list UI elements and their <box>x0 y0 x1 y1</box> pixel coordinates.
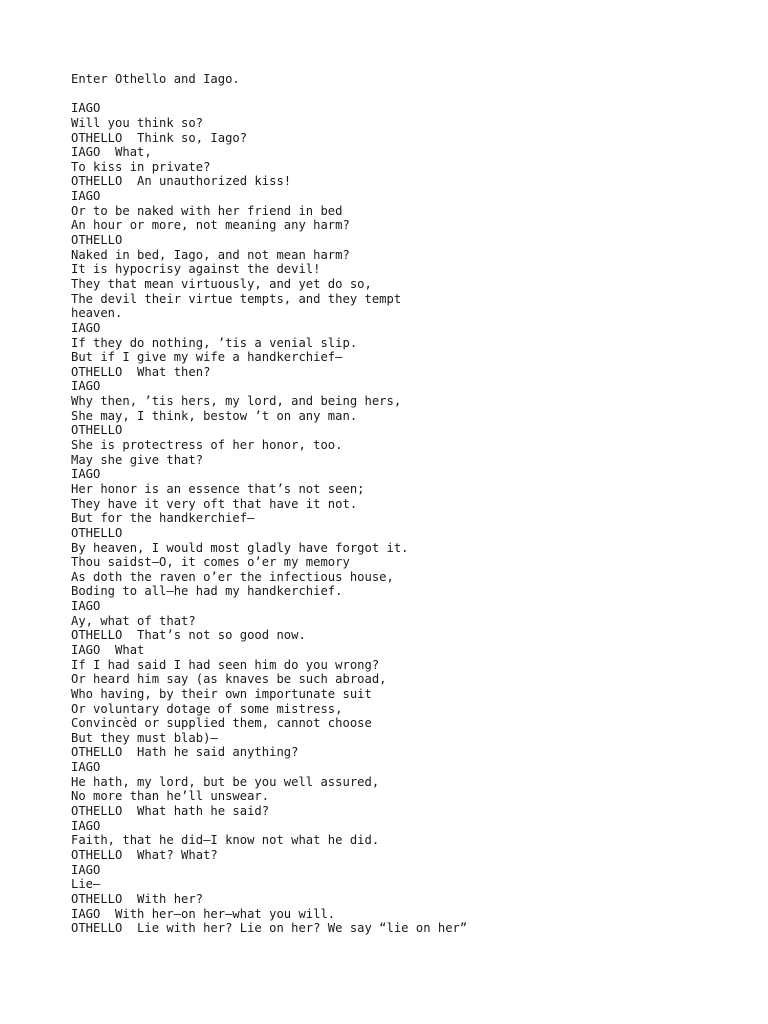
dialogue-line: They that mean virtuously, and yet do so, <box>71 276 372 291</box>
dialogue-line: She is protectress of her honor, too. <box>71 438 343 453</box>
dialogue-line: OTHELLO What? What? <box>71 847 218 862</box>
dialogue-line: If they do nothing, ’tis a venial slip. <box>71 335 358 350</box>
dialogue-line: Faith, that he did—I know not what he did. <box>71 833 380 848</box>
dialogue-line: If I had said I had seen him do you wrong? <box>71 657 380 672</box>
dialogue-line: Boding to all—he had my handkerchief. <box>71 584 343 599</box>
script-page <box>71 72 751 936</box>
dialogue-line: Convincèd or supplied them, cannot choose <box>71 716 372 731</box>
dialogue-line: IAGO <box>71 467 101 482</box>
dialogue-line: IAGO <box>71 189 101 204</box>
stage-direction: Enter Othello and Iago. <box>71 72 240 86</box>
dialogue-line: Or heard him say (as knaves be such abroad, <box>71 672 387 687</box>
dialogue-line: IAGO <box>71 818 101 833</box>
dialogue-line: She may, I think, bestow ’t on any man. <box>71 408 358 423</box>
dialogue-line: He hath, my lord, but be you well assured, <box>71 774 380 789</box>
dialogue-line: OTHELLO <box>71 233 123 248</box>
dialogue-line: OTHELLO What hath he said? <box>71 804 270 819</box>
dialogue-line: OTHELLO That’s not so good now. <box>71 628 306 643</box>
dialogue-line: OTHELLO Hath he said anything? <box>71 745 299 760</box>
dialogue-line: OTHELLO With her? <box>71 891 204 906</box>
dialogue-line: Her honor is an essence that’s not seen; <box>71 481 365 496</box>
dialogue-line: IAGO <box>71 101 101 116</box>
dialogue-line: OTHELLO Lie with her? Lie on her? We say “lie on her” <box>71 921 468 936</box>
dialogue-line: They have it very oft that have it not. <box>71 496 358 511</box>
dialogue-line: Why then, ’tis hers, my lord, and being hers, <box>71 394 402 409</box>
dialogue-line: Naked in bed, Iago, and not mean harm? <box>71 247 350 262</box>
dialogue-line: But if I give my wife a handkerchief— <box>71 350 343 365</box>
dialogue-line: May she give that? <box>71 452 204 467</box>
dialogue-line: IAGO What, <box>71 145 152 160</box>
dialogue-line: Who having, by their own importunate suit <box>71 686 372 701</box>
dialogue-line: IAGO <box>71 760 101 775</box>
dialogue-line: heaven. <box>71 306 123 321</box>
dialogue-line: IAGO <box>71 862 101 877</box>
dialogue-line: It is hypocrisy against the devil! <box>71 262 321 277</box>
dialogue-line: No more than he’ll unswear. <box>71 789 270 804</box>
dialogue-line: OTHELLO What then? <box>71 364 211 379</box>
dialogue-line: Ay, what of that? <box>71 613 196 628</box>
dialogue-line: IAGO <box>71 320 101 335</box>
dialogue-line: By heaven, I would most gladly have forgot it. <box>71 540 409 555</box>
dialogue-line: Thou saidst—O, it comes o’er my memory <box>71 555 350 570</box>
dialogue-line: But for the handkerchief— <box>71 511 255 526</box>
dialogue-line: OTHELLO <box>71 423 123 438</box>
dialogue-block <box>71 101 751 936</box>
dialogue-line: Or to be naked with her friend in bed <box>71 203 343 218</box>
dialogue-line: But they must blab)— <box>71 730 218 745</box>
dialogue-line: OTHELLO <box>71 525 123 540</box>
dialogue-line: As doth the raven o’er the infectious house, <box>71 569 394 584</box>
dialogue-line: IAGO What <box>71 642 145 657</box>
dialogue-line: An hour or more, not meaning any harm? <box>71 218 350 233</box>
dialogue-line: OTHELLO An unauthorized kiss! <box>71 174 292 189</box>
dialogue-line: IAGO With her—on her—what you will. <box>71 906 336 921</box>
dialogue-line: Will you think so? <box>71 115 204 130</box>
dialogue-line: The devil their virtue tempts, and they tempt <box>71 291 402 306</box>
dialogue-line: IAGO <box>71 379 101 394</box>
blank-line <box>71 87 751 102</box>
dialogue-line: To kiss in private? <box>71 159 211 174</box>
dialogue-line: Lie— <box>71 877 101 892</box>
dialogue-line: IAGO <box>71 599 101 614</box>
dialogue-line: Or voluntary dotage of some mistress, <box>71 701 343 716</box>
dialogue-line: OTHELLO Think so, Iago? <box>71 130 248 145</box>
